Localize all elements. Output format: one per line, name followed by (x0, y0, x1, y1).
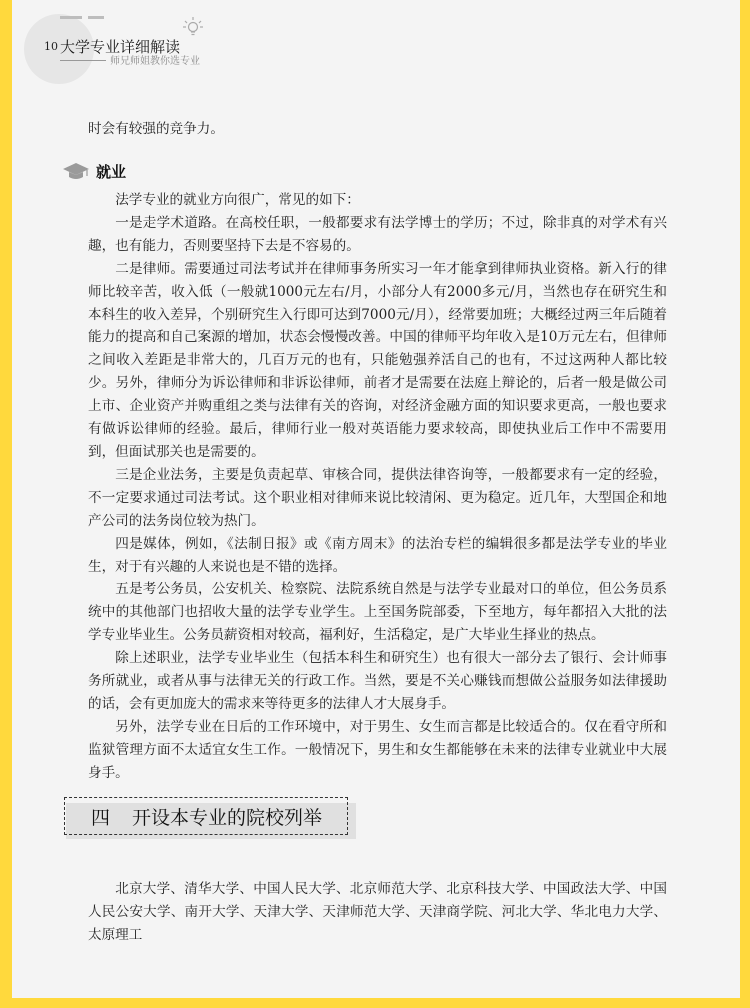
schools-block (12, 878, 740, 947)
page-number: 10 (44, 40, 58, 53)
header-dash (60, 16, 82, 19)
section-body (12, 189, 740, 785)
paragraph: 五是考公务员，公安机关、检察院、法院系统自然是与法学专业最对口的单位，但公务员系统中的其他部门也招收大量的法学专业学生。上至国务院部委，下至地方，每年都招入大批的法学专业毕业生。公务员薪资相对较高，福利好，生活稳定，是广大毕业生择业的热点。 (88, 581, 667, 644)
book-page (12, 0, 740, 998)
header-subtitle-rule (60, 60, 106, 61)
paragraph: 除上述职业，法学专业毕业生（包括本科生和研究生）也有很大一部分去了银行、会计师事务所就业，或者从事与法律无关的行政工作。当然，要是不关心赚钱而想做公益服务如法律援助的话，会有更加庞大的需求来等待更多的法律人才大展身手。 (88, 650, 667, 712)
graduation-cap-icon (62, 161, 90, 181)
paragraph: 法学专业的就业方向很广，常见的如下： (115, 192, 360, 208)
book-title: 大学专业详细解读 (60, 38, 181, 56)
chapter-heading (64, 797, 348, 835)
paragraph: 三是企业法务，主要是负责起草、审核合同，提供法律咨询等，一般都要求有一定的经验，不一定要求通过司法考试。这个职业相对律师来说比较清闲、更为稳定。近几年，大型国企和地产公司的法务岗位较为热门。 (88, 466, 667, 529)
section-heading (62, 160, 126, 182)
paragraph: 四是媒体，例如，《法制日报》或《南方周末》的法治专栏的编辑很多都是法学专业的毕业生，对于有兴趣的人来说也是不错的选择。 (88, 535, 667, 575)
paragraph: 二是律师。需要通过司法考试并在律师事务所实习一年才能拿到律师执业资格。新入行的律师比较辛苦，收入低（一般就1000元左右/月，小部分人有2000多元/月，当然也存在研究生和本科生的收入差异，个别研究生入行即可达到7000元/月），经常要加班；大概经过两三年后随着能力的提高和自己案源的增加，状态会慢慢改善。中国的律师平均年收入是10万元左右，但律师之间收入差距是非常大的，几百万元的也有，只能勉强养活自己的也有，不过这两种人都比较少。另外，律师分为诉讼律师和非诉讼律师，前者才是需要在法庭上辩论的，后者一般是做公司上市、企业资产并购重组之类与法律有关的咨询，对经济金融方面的知识要求更高，一般也要求有做诉讼律师的经验。最后，律师行业一般对英语能力要求较高，即使执业后工作中不需要用到，但面试那关也是需要的。 (88, 260, 667, 460)
header-dash (88, 16, 104, 19)
chapter-title: 开设本专业的院校列举 (132, 806, 323, 829)
book-subtitle: 师兄师姐教你选专业 (110, 56, 200, 67)
schools-list: 北京大学、清华大学、中国人民大学、北京师范大学、北京科技大学、中国政法大学、中国人民公安大学、南开大学、天津大学、天津师范大学、天津商学院、河北大学、华北电力大学、太原理工 (88, 881, 667, 943)
section-title: 就业 (96, 162, 127, 181)
intro-line: 时会有较强的竞争力。 (88, 121, 224, 137)
paragraph: 另外，法学专业在日后的工作环境中，对于男生、女生而言都是比较适合的。仅在看守所和监狱管理方面不太适宜女生工作。一般情况下，男生和女生都能够在未来的法律专业就业中大展身手。 (88, 718, 667, 781)
chapter-number: 四 (91, 806, 111, 829)
paragraph: 一是走学术道路。在高校任职，一般都要求有法学博士的学历；不过，除非真的对学术有兴趣，也有能力，否则要坚持下去是不容易的。 (88, 214, 667, 254)
lightbulb-icon (182, 16, 204, 40)
intro-text-block (12, 118, 740, 141)
